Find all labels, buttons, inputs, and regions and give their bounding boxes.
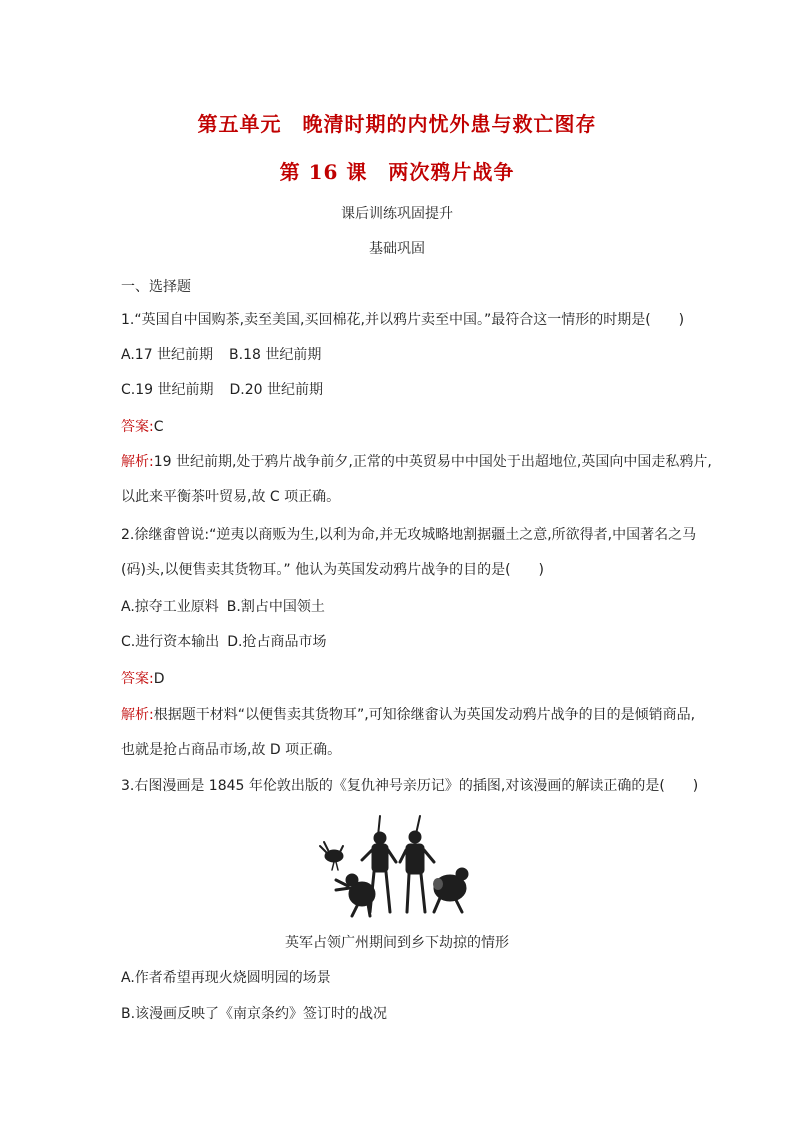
unit-title: 第五单元 晚清时期的内忧外患与救亡图存: [197, 112, 597, 136]
q1-option-a: A.17 世纪前期: [121, 347, 214, 363]
q2-analysis-line1: [121, 705, 696, 725]
q3-stem: 3.右图漫画是 1845 年伦敦出版的《复仇神号亲历记》的插图,对该漫画的解读正确的是( ): [121, 778, 699, 794]
section-heading: 一、选择题: [121, 279, 191, 295]
figure-caption: 英军占领广州期间到乡下劫掠的情形: [285, 935, 509, 951]
q1-analysis-label: 解析:: [121, 454, 154, 470]
q1-analysis-line1: [121, 452, 712, 472]
q2-option-c: C.进行资本输出: [121, 634, 220, 650]
q1-answer-value: C: [153, 419, 164, 435]
q2-answer-value: D: [153, 671, 165, 687]
q2-option-d: D.抢占商品市场: [227, 634, 327, 650]
q3-option-a: A.作者希望再现火烧圆明园的场景: [121, 970, 331, 986]
cartoon-illustration: [312, 814, 484, 922]
q1-option-b: B.18 世纪前期: [229, 347, 322, 363]
q2-answer: [121, 669, 681, 689]
q2-stem-line1: 2.徐继畬曾说:“逆夷以商贩为生,以利为命,并无攻城略地割据疆土之意,所欲得者,中国著名之马: [121, 527, 697, 543]
q1-analysis-text1: 19 世纪前期,处于鸦片战争前夕,正常的中英贸易中中国处于出超地位,英国向中国走私鸦片,: [153, 454, 712, 470]
q2-analysis-label: 解析:: [121, 707, 154, 723]
q2-options-row2: [121, 632, 681, 652]
q1-option-d: D.20 世纪前期: [229, 382, 323, 398]
q1-answer-label: 答案:: [121, 419, 154, 435]
exercise-subtitle: 课后训练巩固提升: [341, 206, 453, 222]
q2-option-a: A.掠夺工业原料: [121, 599, 219, 615]
q1-answer: [121, 417, 681, 437]
q1-options-row1: [121, 345, 681, 365]
section-label: 基础巩固: [369, 241, 425, 257]
q1-stem: 1.“英国自中国购茶,卖至美国,买回棉花,并以鸦片卖至中国。”最符合这一情形的时期是( ): [121, 312, 685, 328]
q1-options-row2: [121, 380, 681, 400]
lesson-title: 第 16 课 两次鸦片战争: [279, 160, 515, 184]
q1-option-c: C.19 世纪前期: [121, 382, 214, 398]
q2-analysis-text1: 根据题干材料“以便售卖其货物耳”,可知徐继畬认为英国发动鸦片战争的目的是倾销商品,: [153, 707, 696, 723]
q2-answer-label: 答案:: [121, 671, 154, 687]
q2-options-row1: [121, 597, 681, 617]
q2-stem-line2: (码)头,以便售卖其货物耳。” 他认为英国发动鸦片战争的目的是( ): [121, 562, 544, 578]
q2-option-b: B.割占中国领土: [226, 599, 325, 615]
q3-option-b: B.该漫画反映了《南京条约》签订时的战况: [121, 1006, 388, 1022]
q2-analysis-line2: 也就是抢占商品市场,故 D 项正确。: [121, 742, 342, 758]
q1-analysis-line2: 以此来平衡茶叶贸易,故 C 项正确。: [121, 489, 341, 505]
